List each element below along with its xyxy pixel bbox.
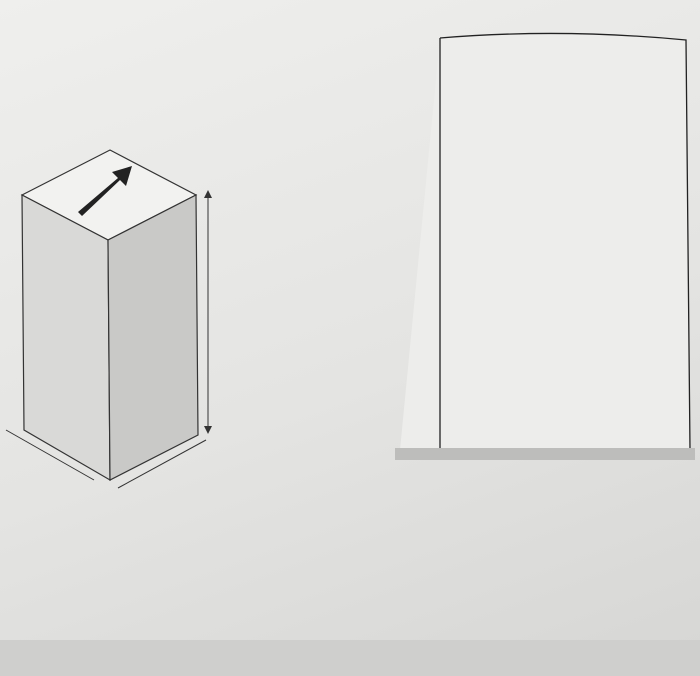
- building-section: [400, 33, 690, 450]
- table-surface: [0, 640, 700, 676]
- dimension-arrow-icon: [204, 190, 212, 198]
- diagram-note: [392, 464, 662, 471]
- dimension-arrow-icon: [204, 426, 212, 434]
- problem-statement: [2, 0, 350, 125]
- building-right-face: [108, 195, 198, 480]
- ground: [395, 448, 695, 460]
- building-left-face: [22, 195, 110, 480]
- building-figure: [0, 140, 240, 520]
- load-diagram: [390, 20, 700, 460]
